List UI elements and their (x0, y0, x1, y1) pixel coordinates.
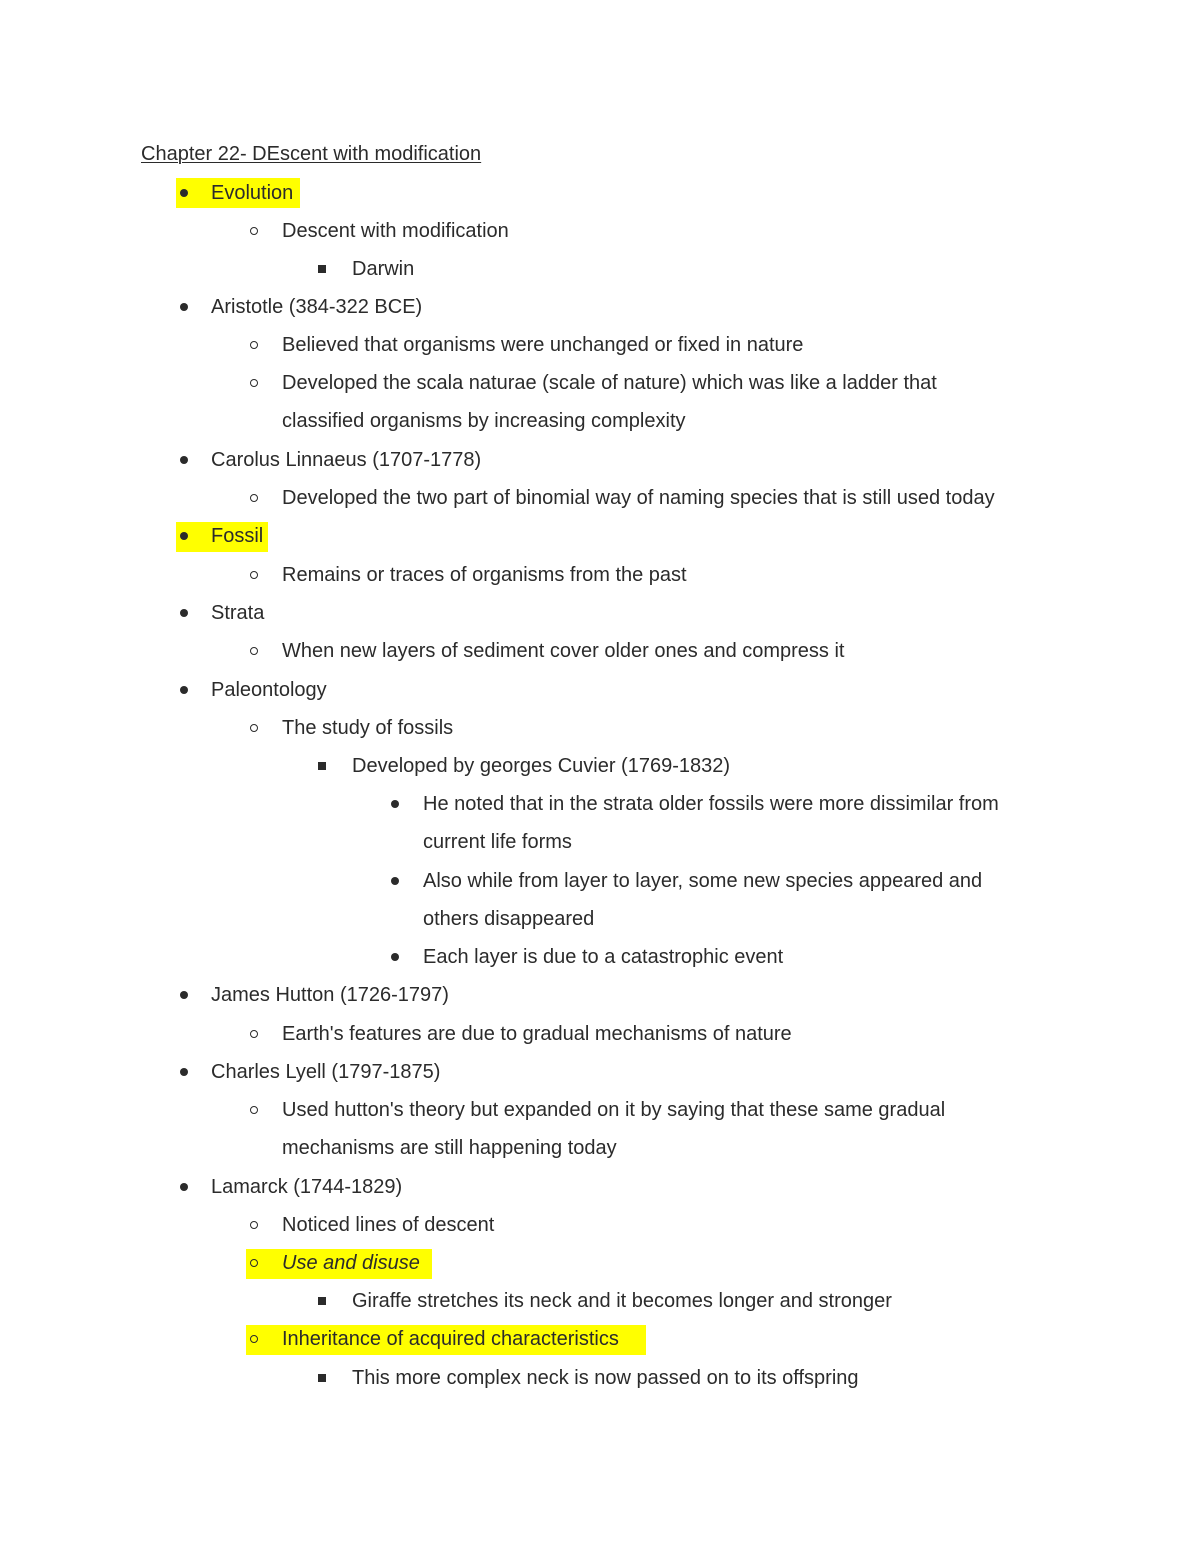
circle-bullet-icon (250, 1335, 258, 1343)
item-text: Remains or traces of organisms from the past (282, 564, 687, 586)
item-text: Aristotle (384-322 BCE) (211, 296, 423, 318)
item-text: Paleontology (211, 679, 327, 701)
circle-bullet-icon (250, 1030, 258, 1038)
item-text: Developed the scala naturae (scale of nature) which was like a ladder that (282, 372, 937, 394)
circle-bullet-icon (250, 1221, 258, 1229)
square-bullet-icon (318, 1374, 326, 1382)
circle-bullet-icon (250, 494, 258, 502)
disc-bullet-icon (391, 877, 399, 885)
disc-bullet-icon (180, 1068, 188, 1076)
item-text: Strata (211, 602, 265, 624)
disc-bullet-icon (180, 1183, 188, 1191)
item-text: Believed that organisms were unchanged or fixed in nature (282, 334, 804, 356)
square-bullet-icon (318, 1297, 326, 1305)
circle-bullet-icon (250, 571, 258, 579)
circle-bullet-icon (250, 227, 258, 235)
document-title: Chapter 22- DEscent with modification (141, 143, 482, 165)
circle-bullet-icon (250, 341, 258, 349)
item-text: Charles Lyell (1797-1875) (211, 1061, 441, 1083)
item-text: Used hutton's theory but expanded on it by saying that these same gradual (282, 1099, 946, 1121)
item-text: Also while from layer to layer, some new species appeared and (423, 870, 983, 892)
item-text: Developed the two part of binomial way of naming species that is still used today (282, 487, 995, 509)
disc-bullet-icon (391, 800, 399, 808)
item-text: Carolus Linnaeus (1707-1778) (211, 449, 482, 471)
item-text: The study of fossils (282, 717, 454, 739)
item-text: Each layer is due to a catastrophic event (423, 946, 784, 968)
item-inheritance: Inheritance of acquired characteristics (282, 1328, 619, 1350)
square-bullet-icon (318, 265, 326, 273)
item-text: James Hutton (1726-1797) (211, 984, 449, 1006)
circle-bullet-icon (250, 379, 258, 387)
item-use-and-disuse: Use and disuse (282, 1252, 420, 1274)
circle-bullet-icon (250, 724, 258, 732)
disc-bullet-icon (180, 456, 188, 464)
item-text: Earth's features are due to gradual mechanisms of nature (282, 1023, 792, 1045)
disc-bullet-icon (180, 303, 188, 311)
item-text: Noticed lines of descent (282, 1214, 495, 1236)
item-text: mechanisms are still happening today (282, 1137, 617, 1159)
item-text: Descent with modification (282, 220, 509, 242)
disc-bullet-icon (180, 686, 188, 694)
square-bullet-icon (318, 762, 326, 770)
disc-bullet-icon (180, 532, 188, 540)
circle-bullet-icon (250, 647, 258, 655)
item-text: Developed by georges Cuvier (1769-1832) (352, 755, 731, 777)
disc-bullet-icon (391, 953, 399, 961)
item-text: He noted that in the strata older fossils were more dissimilar from (423, 793, 999, 815)
disc-bullet-icon (180, 991, 188, 999)
item-text: Giraffe stretches its neck and it becomes longer and stronger (352, 1290, 892, 1312)
item-text: This more complex neck is now passed on to its offspring (352, 1367, 859, 1389)
item-text: Darwin (352, 258, 415, 280)
item-text: others disappeared (423, 908, 595, 930)
disc-bullet-icon (180, 189, 188, 197)
item-text: When new layers of sediment cover older ones and compress it (282, 640, 845, 662)
disc-bullet-icon (180, 609, 188, 617)
item-text: Lamarck (1744-1829) (211, 1176, 403, 1198)
circle-bullet-icon (250, 1259, 258, 1267)
item-fossil: Fossil (211, 525, 264, 547)
circle-bullet-icon (250, 1106, 258, 1114)
item-text: classified organisms by increasing complexity (282, 410, 686, 432)
item-text: current life forms (423, 831, 572, 853)
item-evolution: Evolution (211, 182, 294, 204)
